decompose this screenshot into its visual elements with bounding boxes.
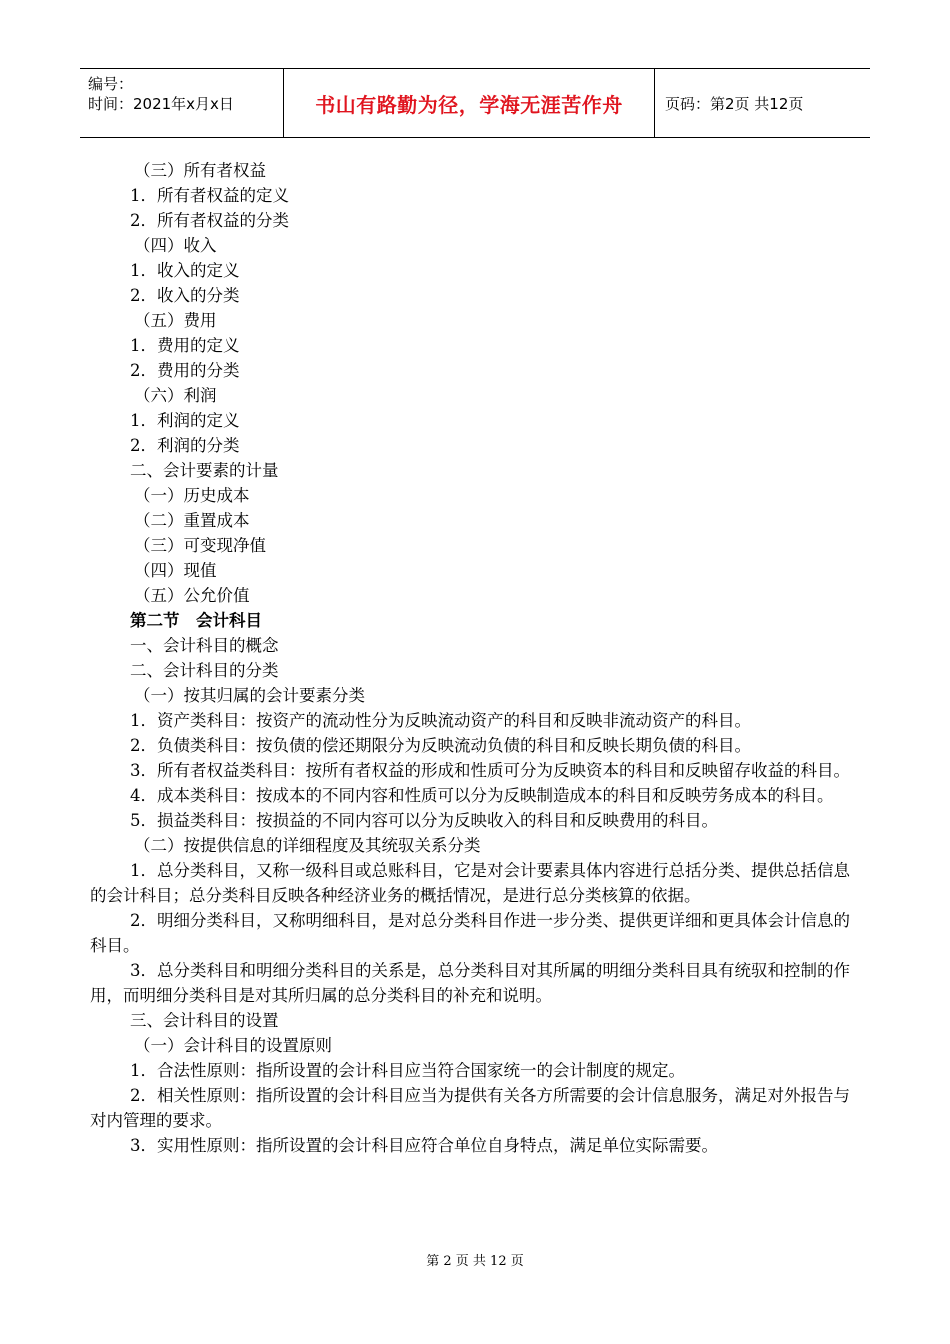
header-info-cell bbox=[80, 69, 284, 137]
outline-item: 2．利润的分类 bbox=[130, 436, 240, 455]
page-number-label: 页码：第2页 共12页 bbox=[665, 94, 804, 113]
outline-item: （四）现值 bbox=[134, 561, 217, 580]
outline-item: 三、会计科目的设置 bbox=[130, 1011, 279, 1030]
outline-item: 一、会计科目的概念 bbox=[130, 636, 279, 655]
header-motto-cell bbox=[284, 69, 655, 137]
outline-item: （三）所有者权益 bbox=[134, 161, 266, 180]
document-body bbox=[90, 158, 860, 1158]
outline-item: 二、会计科目的分类 bbox=[130, 661, 279, 680]
paragraph: 1．总分类科目，又称一级科目或总账科目，它是对会计要素具体内容进行总括分类、提供总括信息的会计科目；总分类科目反映各种经济业务的概括情况，是进行总分类核算的依据。 bbox=[90, 861, 850, 905]
document-date-label: 时间：2021年x月x日 bbox=[88, 95, 234, 113]
paragraph: 3．所有者权益类科目：按所有者权益的形成和性质可分为反映资本的科目和反映留存收益的科目。 bbox=[130, 761, 850, 780]
header-page-cell bbox=[655, 69, 870, 137]
paragraph: 2．负债类科目：按负债的偿还期限分为反映流动负债的科目和反映长期负债的科目。 bbox=[130, 736, 751, 755]
outline-item: 2．费用的分类 bbox=[130, 361, 240, 380]
paragraph: 1．合法性原则：指所设置的会计科目应当符合国家统一的会计制度的规定。 bbox=[130, 1061, 685, 1080]
paragraph: 1．资产类科目：按资产的流动性分为反映流动资产的科目和反映非流动资产的科目。 bbox=[130, 711, 751, 730]
paragraph: 2．明细分类科目，又称明细科目，是对总分类科目作进一步分类、提供更详细和更具体会计信息的科目。 bbox=[90, 911, 850, 955]
paragraph: 5．损益类科目：按损益的不同内容可以分为反映收入的科目和反映费用的科目。 bbox=[130, 811, 718, 830]
outline-item: 1．利润的定义 bbox=[130, 411, 240, 430]
outline-item: 1．费用的定义 bbox=[130, 336, 240, 355]
page-header bbox=[80, 68, 870, 138]
outline-item: 二、会计要素的计量 bbox=[130, 461, 279, 480]
outline-item: （一）历史成本 bbox=[134, 486, 250, 505]
motto-text: 书山有路勤为径，学海无涯苦作舟 bbox=[315, 92, 623, 117]
outline-item: （一）按其归属的会计要素分类 bbox=[134, 686, 365, 705]
paragraph: 2．相关性原则：指所设置的会计科目应当为提供有关各方所需要的会计信息服务，满足对外报告与对内管理的要求。 bbox=[90, 1086, 850, 1130]
section-heading: 第二节 会计科目 bbox=[130, 611, 262, 630]
outline-item: （三）可变现净值 bbox=[134, 536, 266, 555]
outline-item: 1．所有者权益的定义 bbox=[130, 186, 289, 205]
document-number-label: 编号： bbox=[88, 75, 134, 93]
outline-item: （一）会计科目的设置原则 bbox=[134, 1036, 332, 1055]
outline-item: （二）按提供信息的详细程度及其统驭关系分类 bbox=[134, 836, 481, 855]
outline-item: 2．所有者权益的分类 bbox=[130, 211, 289, 230]
outline-item: （四）收入 bbox=[134, 236, 217, 255]
paragraph: 3．总分类科目和明细分类科目的关系是，总分类科目对其所属的明细分类科目具有统驭和控制的作用，而明细分类科目是对其所归属的总分类科目的补充和说明。 bbox=[90, 961, 850, 1005]
outline-item: 2．收入的分类 bbox=[130, 286, 240, 305]
outline-item: （六）利润 bbox=[134, 386, 217, 405]
paragraph: 4．成本类科目：按成本的不同内容和性质可以分为反映制造成本的科目和反映劳务成本的科目。 bbox=[130, 786, 834, 805]
paragraph: 3．实用性原则：指所设置的会计科目应符合单位自身特点，满足单位实际需要。 bbox=[130, 1136, 718, 1155]
outline-item: 1．收入的定义 bbox=[130, 261, 240, 280]
outline-item: （二）重置成本 bbox=[134, 511, 250, 530]
page-footer: 第 2 页 共 12 页 bbox=[426, 1254, 524, 1269]
outline-item: （五）公允价值 bbox=[134, 586, 250, 605]
outline-item: （五）费用 bbox=[134, 311, 217, 330]
